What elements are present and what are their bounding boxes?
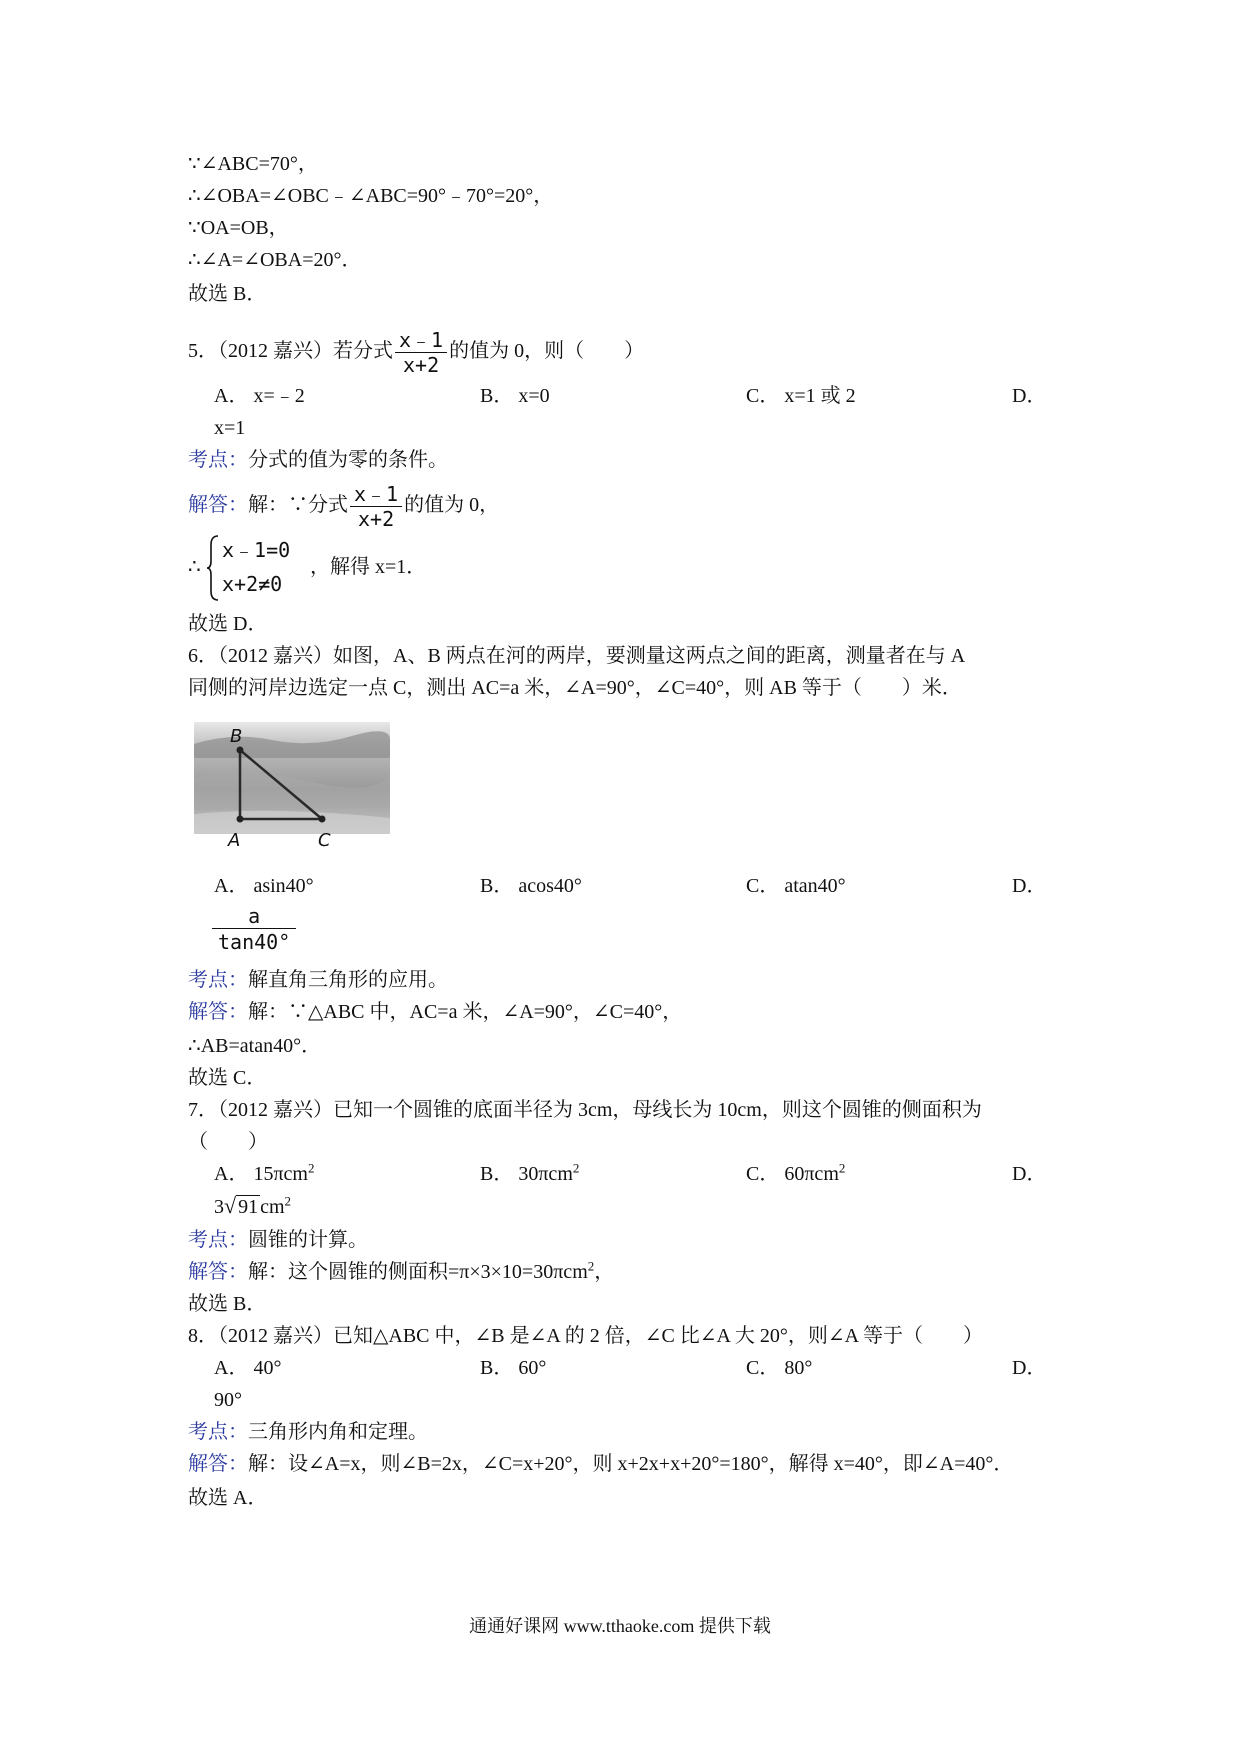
option-d: D． — [1012, 1357, 1047, 1379]
fraction-denominator: x+2 — [357, 506, 395, 531]
key-point — [188, 1418, 428, 1446]
option-d: D． — [1012, 385, 1047, 407]
key-point-text: 解直角三角形的应用。 — [248, 969, 448, 991]
answer-line: 故选 B． — [188, 1293, 267, 1315]
text-line: ∵OA=OB， — [188, 217, 289, 239]
fraction — [350, 482, 402, 531]
option-b: B． 60° — [480, 1357, 547, 1379]
solution-text: ， — [594, 1261, 615, 1283]
option-b: B． acos40° — [480, 875, 582, 897]
option-d-fraction — [212, 904, 296, 955]
superscript: 2 — [572, 1160, 580, 1176]
key-point-text: 圆锥的计算。 — [248, 1229, 368, 1251]
question-6-stem-line-1: 6．（2012 嘉兴）如图，A、B 两点在河的两岸，要测量这两点之间的距离，测量者在与 A — [188, 645, 966, 667]
option-d: D． — [1012, 875, 1047, 897]
fraction — [395, 328, 447, 377]
option-c: C． 80° — [746, 1357, 813, 1379]
solution-label: 解答： — [188, 1001, 248, 1023]
coefficient: 3 — [214, 1196, 224, 1218]
solution-line — [188, 1450, 1013, 1478]
key-point — [188, 1226, 368, 1254]
superscript: 2 — [587, 1258, 595, 1274]
equation-2: x+2≠0 — [222, 572, 283, 596]
stem-text: 5．（2012 嘉兴）若分式 — [188, 340, 393, 362]
option-d-value — [214, 1192, 291, 1221]
unit: cm — [260, 1196, 285, 1218]
text-line: 故选 B． — [188, 283, 267, 305]
solution-text: 的值为 0， — [404, 494, 500, 516]
key-point-text: 分式的值为零的条件。 — [248, 449, 448, 471]
superscript: 2 — [307, 1160, 315, 1176]
therefore-symbol: ∴ — [188, 556, 201, 578]
option-c — [746, 1160, 845, 1188]
solution-text: 解：∵分式 — [248, 494, 348, 516]
solution-text: 解：∵△ABC 中，AC=a 米，∠A=90°，∠C=40°， — [248, 1001, 683, 1023]
option-c-text: C． 60πcm — [746, 1163, 839, 1185]
superscript: 2 — [284, 1193, 292, 1209]
option-a: A． asin40° — [214, 875, 314, 897]
option-a: A． 40° — [214, 1357, 282, 1379]
figure-image — [192, 718, 392, 850]
solution-label: 解答： — [188, 1261, 248, 1283]
point-b-label: B — [230, 726, 243, 747]
option-d-value: 90° — [214, 1389, 242, 1411]
question-7-stem-line-1: 7．（2012 嘉兴）已知一个圆锥的底面半径为 3cm，母线长为 10cm，则这个圆锥的侧面积为 — [188, 1099, 982, 1121]
key-point — [188, 966, 448, 994]
page-footer: 通通好课网 www.tthaoke.com 提供下载 — [469, 1616, 771, 1636]
option-c: C． atan40° — [746, 875, 846, 897]
option-b: B． x=0 — [480, 385, 550, 407]
question-8-stem: 8．（2012 嘉兴）已知△ABC 中，∠B 是∠A 的 2 倍，∠C 比∠A 大 20°，则∠A 等于（ ） — [188, 1325, 983, 1347]
option-b-text: B． 30πcm — [480, 1163, 573, 1185]
solution-label: 解答： — [188, 494, 248, 516]
solution-line — [188, 998, 682, 1026]
text-line: ∴∠A=∠OBA=20°． — [188, 249, 362, 271]
question-6-stem-line-2: 同侧的河岸边选定一点 C，测出 AC=a 米，∠A=90°，∠C=40°，则 AB 等于（ ）米． — [188, 677, 962, 699]
option-a: A． x=﹣2 — [214, 385, 305, 407]
point-a-label: A — [228, 830, 241, 850]
solution-text: 解：这个圆锥的侧面积=π×3×10=30πcm — [248, 1261, 588, 1283]
equation-1: x﹣1=0 — [222, 538, 291, 562]
fraction-numerator: x﹣1 — [350, 482, 402, 507]
text-line: ∴∠OBA=∠OBC﹣∠ABC=90°﹣70°=20°， — [188, 185, 554, 207]
fraction — [212, 904, 296, 955]
option-a — [214, 1160, 314, 1188]
solution-line — [188, 1258, 614, 1286]
key-point-label: 考点： — [188, 1229, 248, 1251]
stem-text: 的值为 0，则（ ） — [449, 340, 645, 362]
option-d: D． — [1012, 1163, 1047, 1185]
point-c-label: C — [318, 830, 331, 850]
text-line: ∴AB=atan40°． — [188, 1035, 322, 1057]
question-5-stem — [188, 326, 644, 376]
answer-line: 故选 C． — [188, 1067, 267, 1089]
option-a-text: A． 15πcm — [214, 1163, 308, 1185]
solution-text: 解：设∠A=x，则∠B=2x，∠C=x+20°，则 x+2x+x+20°=180°，解得 x=40°，即∠A=40°． — [248, 1453, 1014, 1475]
key-point-text: 三角形内角和定理。 — [248, 1421, 428, 1443]
option-b — [480, 1160, 579, 1188]
question-7-stem-line-2: （ ） — [188, 1131, 268, 1153]
superscript: 2 — [838, 1160, 846, 1176]
radical-sign: √ — [224, 1193, 237, 1218]
fraction-numerator: x﹣1 — [395, 328, 447, 353]
option-d-value: x=1 — [214, 417, 246, 439]
key-point-label: 考点： — [188, 969, 248, 991]
solution-label: 解答： — [188, 1453, 248, 1475]
solution-text: ，解得 x=1． — [310, 556, 427, 578]
answer-line: 故选 A． — [188, 1487, 268, 1509]
solution-line — [188, 480, 499, 530]
option-c: C． x=1 或 2 — [746, 385, 856, 407]
fraction-numerator: a — [212, 904, 296, 929]
key-point — [188, 446, 448, 474]
fraction-denominator: x+2 — [402, 352, 440, 377]
key-point-label: 考点： — [188, 449, 248, 471]
key-point-label: 考点： — [188, 1421, 248, 1443]
brace-icon — [206, 535, 220, 601]
text-line: ∵∠ABC=70°， — [188, 153, 318, 175]
answer-line: 故选 D． — [188, 613, 268, 635]
radicand: 91 — [238, 1196, 259, 1218]
fraction-denominator: tan40° — [218, 930, 291, 954]
river-triangle-figure — [192, 718, 392, 850]
